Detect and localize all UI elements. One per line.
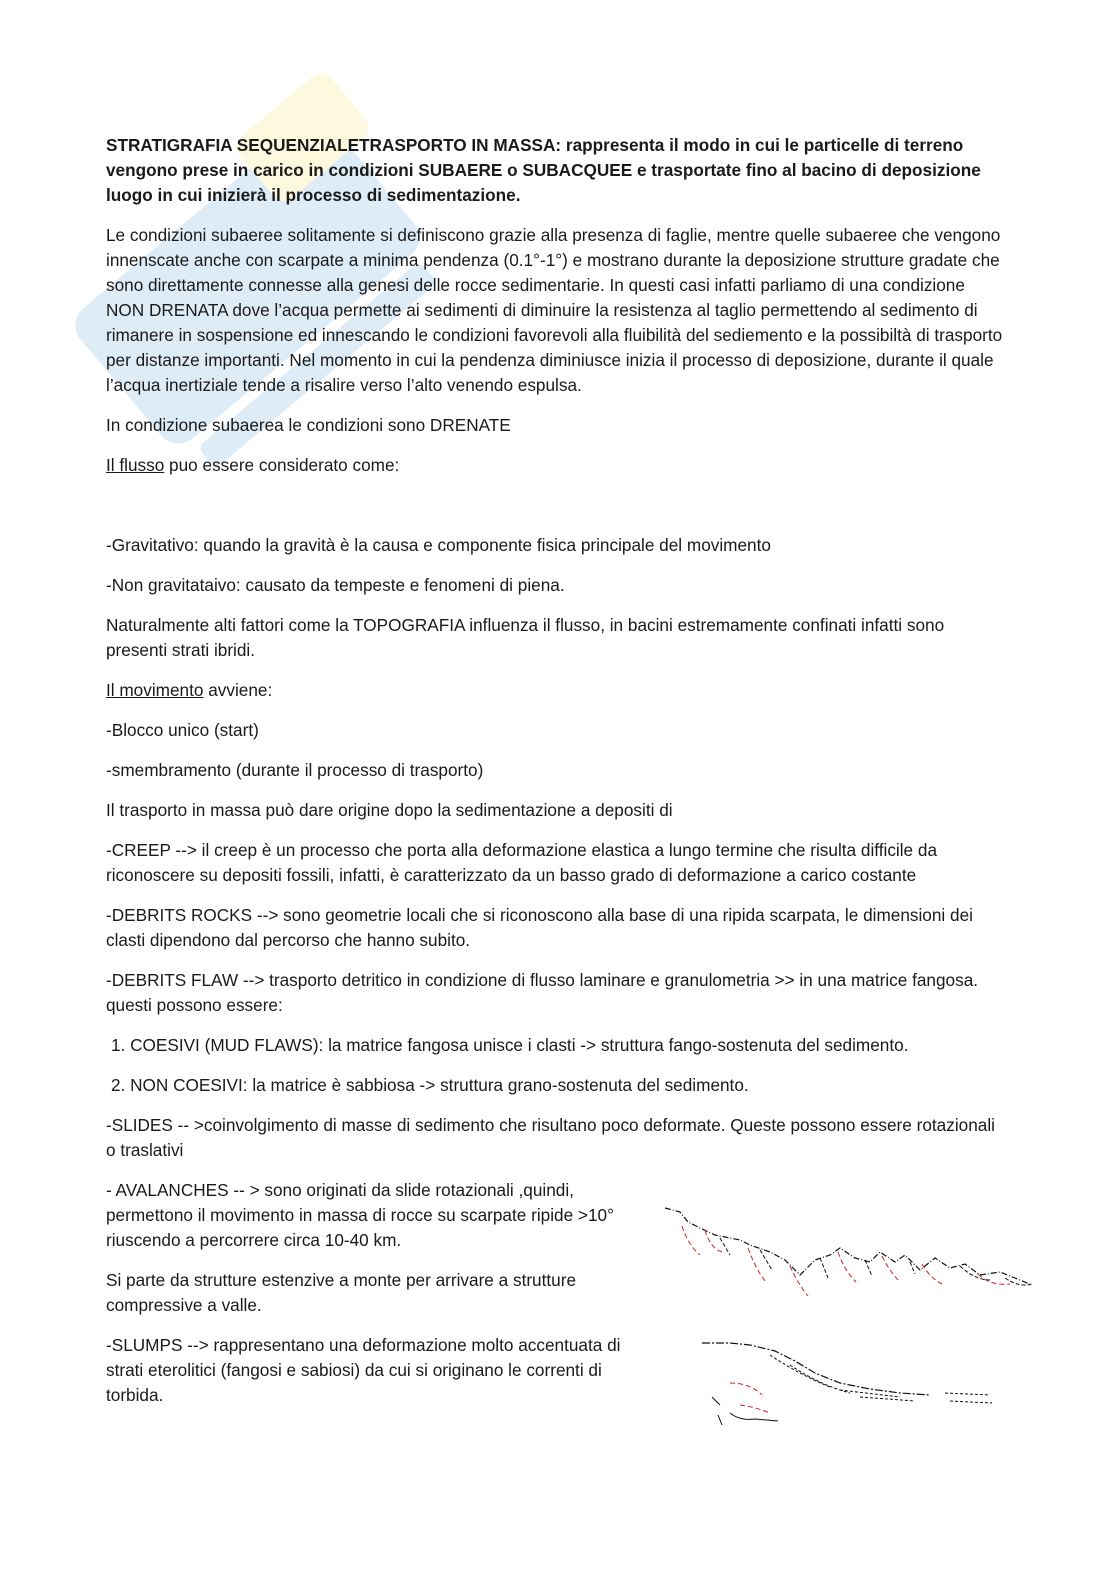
sketch-layers — [770, 1355, 992, 1403]
paragraph-slides: -SLIDES -- >coinvolgimento di masse di sedimento che risultano poco deformate. Queste possono essere rotazionali o traslativi — [106, 1115, 995, 1160]
paragraph-movimento — [106, 678, 1006, 703]
paragraph-debrits-flaw: -DEBRITS FLAW --> trasporto detritico in condizione di flusso laminare e granulometria >> in una matrice fangosa. questi possono essere: — [106, 970, 979, 1015]
sketch-black-details — [720, 1238, 1032, 1285]
list-item-coesivi: 1. COESIVI (MUD FLAWS): la matrice fangosa unisce i clasti -> struttura fango-sostenuta del sedimento. — [111, 1035, 909, 1055]
sketch-red-curves — [682, 1226, 1010, 1296]
paragraph-debrits-rocks: -DEBRITS ROCKS --> sono geometrie locali che si riconoscono alla base di una ripida scarpata, le dimensioni dei clasti dipendono dal percorso che hanno subito. — [106, 905, 973, 950]
paragraph-blocco: -Blocco unico (start) — [106, 720, 259, 740]
flusso-underlined: Il flusso — [106, 455, 165, 475]
paragraph-estensive: Si parte da strutture estenzive a monte per arrivare a strutture compressive a valle. — [106, 1270, 577, 1315]
paragraph-topografia: Naturalmente alti fattori come la TOPOGRAFIA influenza il flusso, in bacini estremamente confinati infatti sono presenti strati ibridi. — [106, 615, 945, 660]
paragraph-flusso — [106, 453, 1006, 478]
paragraph-smembramento: -smembramento (durante il processo di trasporto) — [106, 760, 484, 780]
list-item-non-coesivi: 2. NON COESIVI: la matrice è sabbiosa -> struttura grano-sostenuta del sedimento. — [111, 1075, 749, 1095]
paragraph-drenate: In condizione subaerea le condizioni sono DRENATE — [106, 415, 511, 435]
paragraph-creep: -CREEP --> il creep è un processo che porta alla deformazione elastica a lungo termine che risulta difficile da riconoscere su depositi fossili, infatti, è caratterizzato da un basso grado di deformazione a carico costante — [106, 840, 938, 885]
paragraph-avalanches: - AVALANCHES -- > sono originati da slide rotazionali ,quindi, permettono il movimento in massa di rocce su scarpate ripide >10° riuscendo a percorrere circa 10-40 km. — [106, 1180, 614, 1250]
movimento-underlined: Il movimento — [106, 680, 204, 700]
paragraph-subaeree: Le condizioni subaeree solitamente si definiscono grazie alla presenza di faglie, mentre quelle subaeree che vengono innenscate anche con scarpate a minima pendenza (0.1°-1°) e mostrano durante la deposizione strutture gradate che sono direttamente connesse alla genesi delle rocce sedimentarie. In questi casi infatti parliamo di una condizione NON DRENATA dove l’acqua permette ai sedimenti di diminuire la resistenza al taglio permettendo al sedimento di rimanere in sospensione ed innescando le condizioni favorevoli alla fluibilità del sediemento e la possibiltà di trasporto per distanze importanti. Nel momento in cui la pendenza diminiusce inizia il processo di deposizione, durante il quale l’acqua inertiziale tende a risalire verso l’alto venendo espulsa. — [106, 225, 1003, 395]
paragraph-slumps: -SLUMPS --> rappresentano una deformazione molto accentuata di strati eterolitici (fangosi e sabiosi) da cui si originano le correnti di torbida. — [106, 1335, 621, 1405]
sketch-top-line — [702, 1343, 930, 1395]
paragraph-non-gravitativo: -Non gravitataivo: causato da tempeste e fenomeni di piena. — [106, 575, 565, 595]
paragraph-trasporto: Il trasporto in massa può dare origine dopo la sedimentazione a depositi di — [106, 800, 673, 820]
slump-sketch — [700, 1335, 1000, 1430]
flusso-rest: puo essere considerato come: — [164, 455, 400, 475]
paragraph-gravitativo: -Gravitativo: quando la gravità è la causa e componente fisica principale del movimento — [106, 535, 771, 555]
sketch-red-arcs — [730, 1383, 770, 1413]
avalanche-sketch — [660, 1200, 1040, 1305]
sketch-base — [712, 1397, 778, 1425]
sketch-profile-line — [665, 1208, 1032, 1285]
movimento-rest: avviene: — [203, 680, 273, 700]
heading-paragraph: STRATIGRAFIA SEQUENZIALETRASPORTO IN MASSA: rappresenta il modo in cui le particelle di terreno vengono prese in carico in condizioni SUBAERE o SUBACQUEE e trasportate fino al bacino di deposizione luogo in cui inizierà il processo di sedimentazione. — [106, 135, 981, 205]
